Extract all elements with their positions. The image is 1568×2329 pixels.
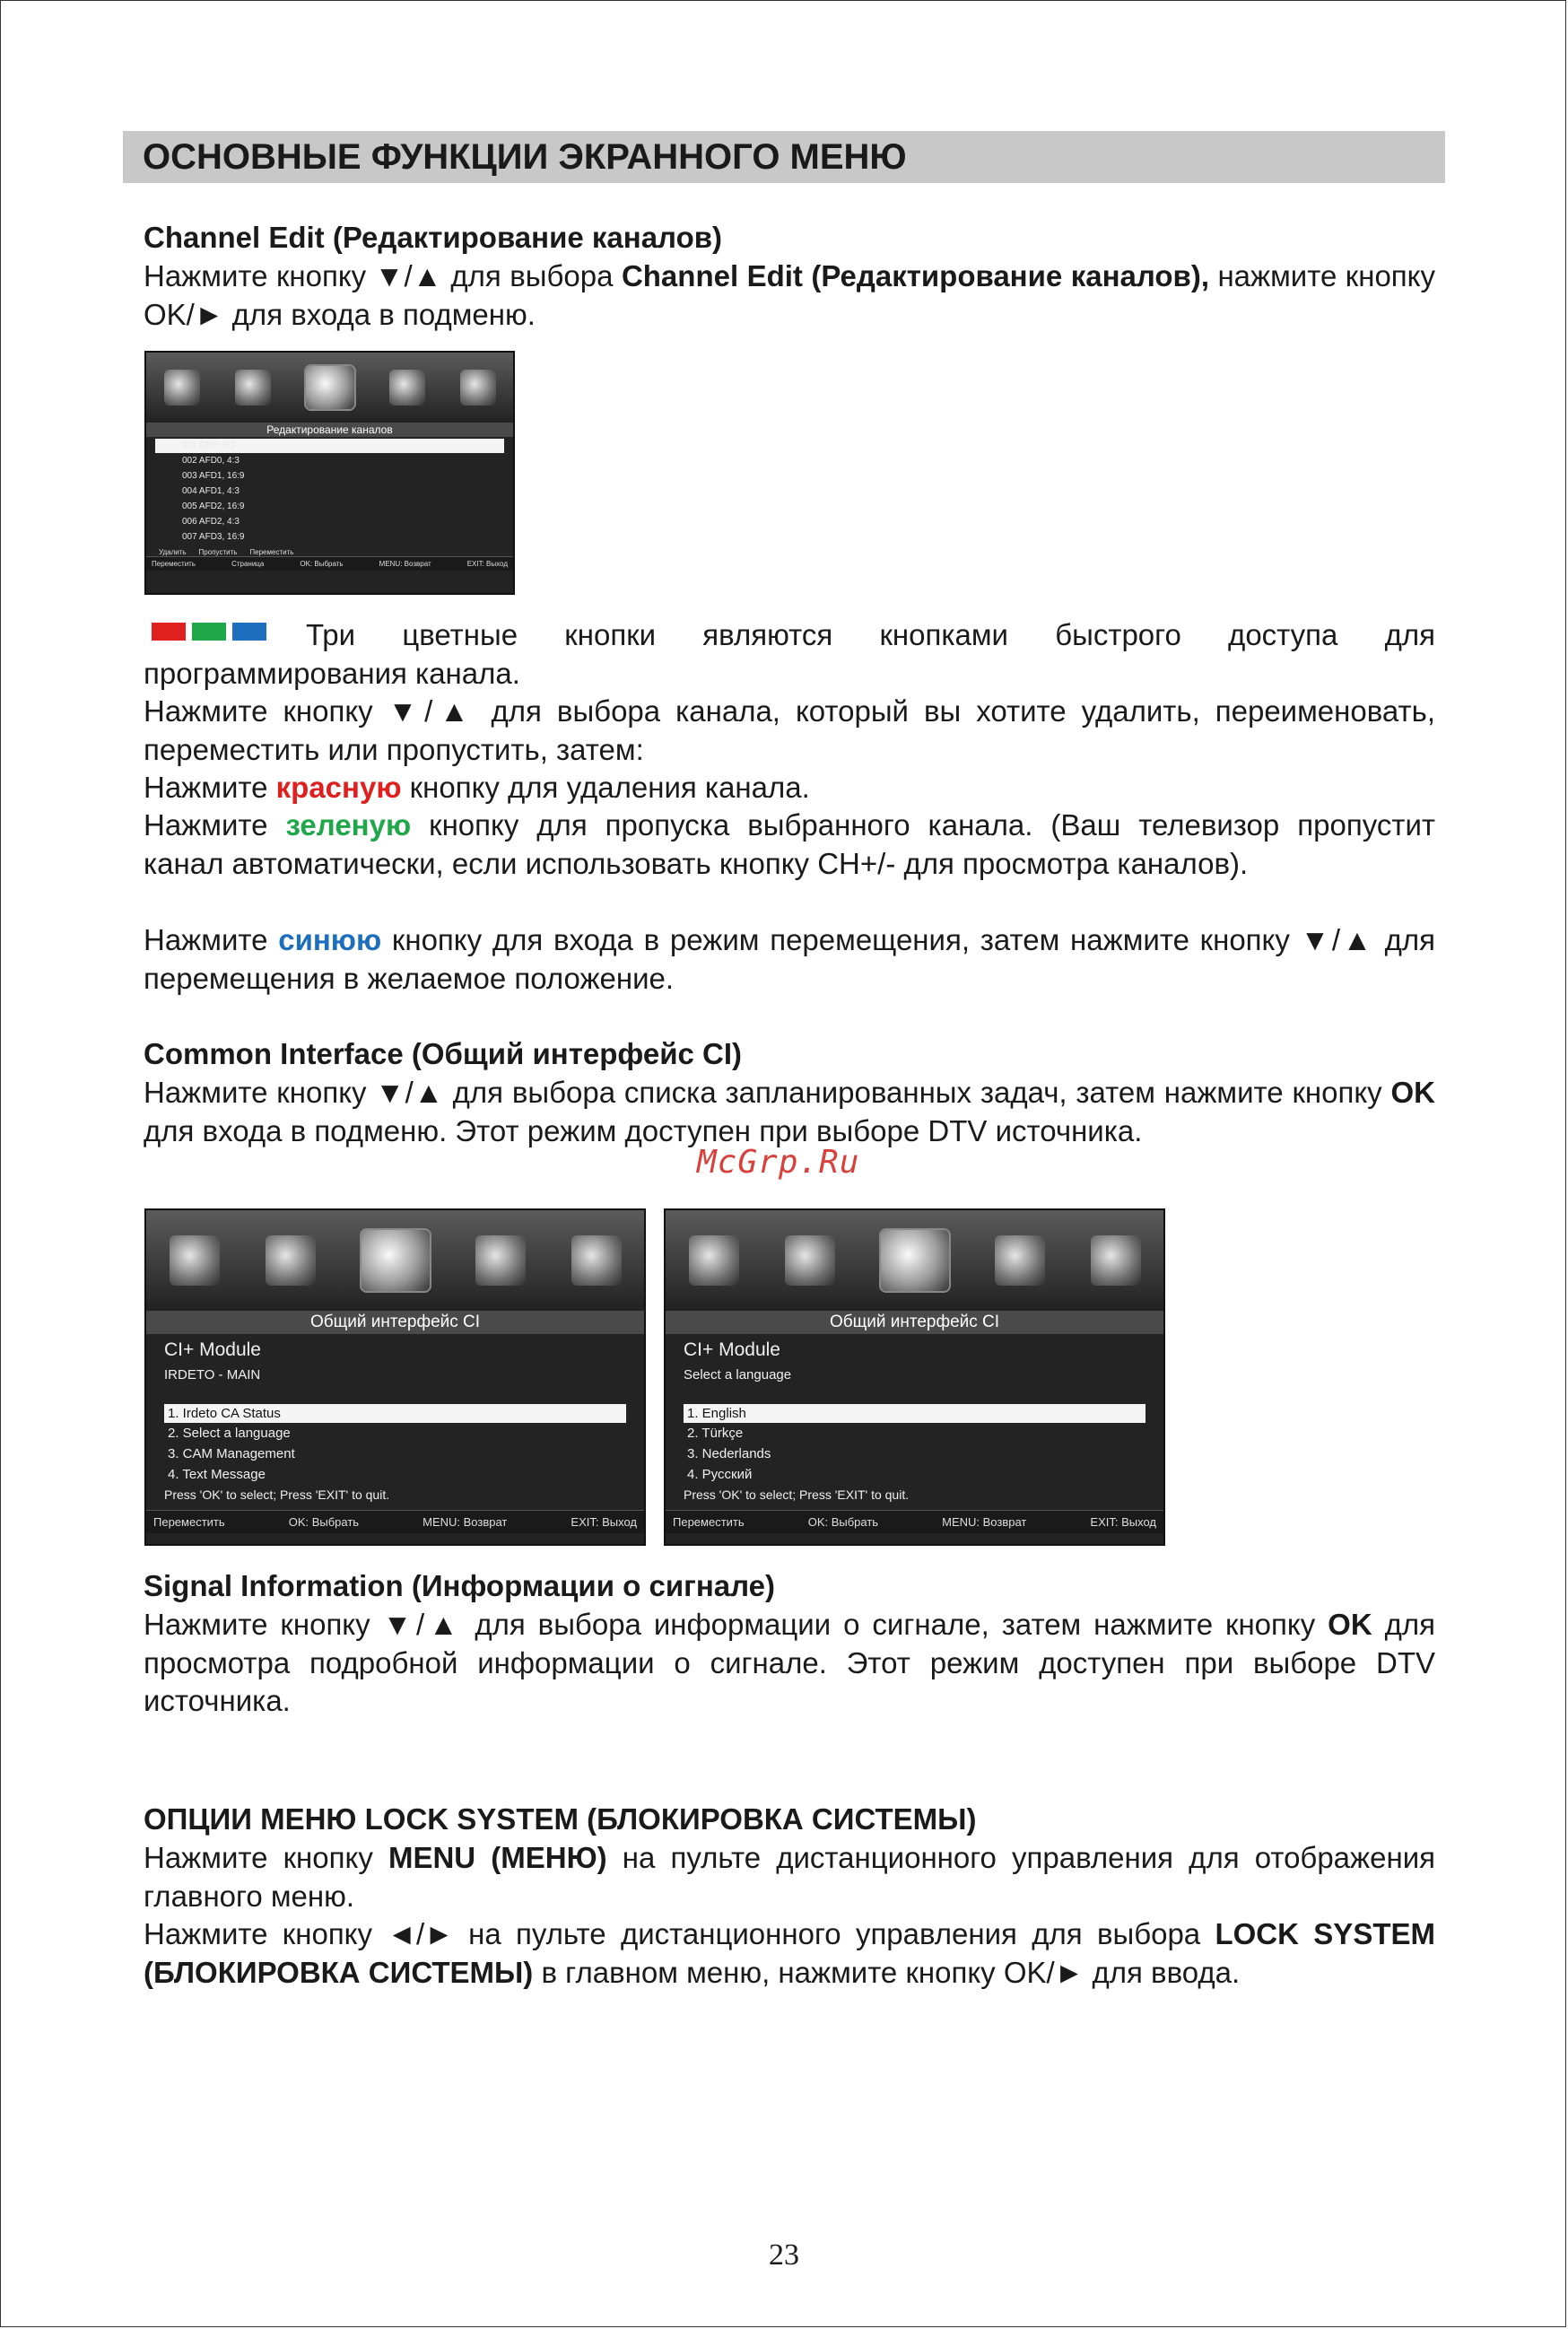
watermark: McGrp.Ru [697, 1144, 860, 1181]
channel-list [146, 437, 513, 545]
ci-subtitle: Select a language [684, 1367, 792, 1383]
language-option[interactable]: 3. Nederlands [687, 1446, 771, 1461]
ci-content [146, 1334, 644, 1505]
channel-row[interactable]: 006 AFD2, 4:3 [182, 517, 240, 527]
menu-icon-bar [666, 1210, 1163, 1311]
channel-edit-heading: Channel Edit (Редактирование каналов) [144, 221, 723, 254]
ci-screenshot-language [664, 1208, 1165, 1546]
lock-system-heading: ОПЦИИ МЕНЮ LOCK SYSTEM (БЛОКИРОВКА СИСТЕМЫ) [144, 1802, 977, 1836]
ci-menu-item[interactable]: 2. Select a language [168, 1426, 291, 1441]
green-instruction: Нажмите зеленую кнопку для пропуска выбранного канала. (Ваш телевизор пропустит канал автоматически, если использовать кнопку CH+/- для просмотра каналов). [144, 808, 1435, 880]
legend-delete: Удалить [159, 548, 187, 556]
lock-icon [995, 1235, 1045, 1286]
picture-icon [164, 370, 200, 406]
channel-select-text: Нажмите кнопку ▼/▲ для выбора канала, который вы хотите удалить, переименовать, переместить или пропустить, затем: [144, 694, 1435, 766]
language-option[interactable]: 4. Русский [687, 1467, 753, 1482]
ci-screenshot-main [144, 1208, 646, 1546]
lock-icon [389, 370, 425, 406]
nav-footer: Переместить Страница OK: Выбрать MENU: Возврат EXIT: Выход [146, 556, 513, 571]
ci-hint: Press 'OK' to select; Press 'EXIT' to quit. [684, 1487, 910, 1502]
signal-info-heading: Signal Information (Информации о сигнале) [144, 1569, 776, 1602]
language-option[interactable]: 1. English [684, 1404, 1146, 1423]
picture-icon [170, 1235, 220, 1286]
lock-system-text-1: Нажмите кнопку MENU (МЕНЮ) на пульте дистанционного управления для отображения главного меню. [144, 1841, 1435, 1913]
gear-icon [460, 370, 496, 406]
nav-footer: Переместить OK: Выбрать MENU: Возврат EXIT: Выход [146, 1510, 644, 1533]
ci-content [666, 1334, 1163, 1505]
legend-move: Переместить [249, 548, 294, 556]
color-keys-text: Три цветные кнопки являются кнопками быстрого доступа для программирования канала. [144, 618, 1435, 690]
sound-icon [785, 1235, 835, 1286]
channel-row[interactable]: 001 ONE HD [155, 439, 504, 453]
common-interface-text: Нажмите кнопку ▼/▲ для выбора списка запланированных задач, затем нажмите кнопку OK для входа в подменю. Этот режим доступен при выборе DTV источника. [144, 1076, 1435, 1147]
ci-menu-item[interactable]: 3. CAM Management [168, 1446, 295, 1461]
sound-icon [235, 370, 271, 406]
common-interface-heading: Common Interface (Общий интерфейс CI) [144, 1037, 742, 1070]
menu-title: Общий интерфейс CI [666, 1311, 1163, 1334]
ci-module-label: CI+ Module [164, 1339, 261, 1360]
ci-menu-item[interactable]: 4. Text Message [168, 1467, 266, 1482]
ci-hint: Press 'OK' to select; Press 'EXIT' to quit. [164, 1487, 390, 1502]
blue-instruction: Нажмите синюю кнопку для входа в режим перемещения, затем нажмите кнопку ▼/▲ для перемещения в желаемое положение. [144, 923, 1435, 995]
channel-edit-intro: Нажмите кнопку ▼/▲ для выбора Channel Edit (Редактирование каналов), нажмите кнопку OK/► для входа в подменю. [144, 259, 1435, 331]
channel-row[interactable]: 004 AFD1, 4:3 [182, 486, 240, 496]
channel-row[interactable]: 002 AFD0, 4:3 [182, 456, 240, 466]
section-banner: ОСНОВНЫЕ ФУНКЦИИ ЭКРАННОГО МЕНЮ [123, 131, 1445, 183]
ci-menu-item[interactable]: 1. Irdeto CA Status [164, 1404, 626, 1423]
legend-skip: Пропустить [198, 548, 238, 556]
channel-row[interactable]: 005 AFD2, 16:9 [182, 502, 245, 511]
lock-icon [475, 1235, 526, 1286]
picture-icon [689, 1235, 739, 1286]
sound-icon [266, 1235, 316, 1286]
menu-title: Редактирование каналов [146, 423, 513, 437]
channel-row[interactable]: 003 AFD1, 16:9 [182, 471, 245, 481]
lock-system-text-2: Нажмите кнопку ◄/► на пульте дистанционного управления для выбора LOCK SYSTEM (БЛОКИРОВКА СИСТЕМЫ) в главном меню, нажмите кнопку OK/► для ввода. [144, 1917, 1435, 1989]
menu-icon-bar [146, 1210, 644, 1311]
channel-row[interactable]: 007 AFD3, 16:9 [182, 532, 245, 542]
page-number: 23 [769, 2238, 799, 2272]
gear-icon [571, 1235, 622, 1286]
color-legend [146, 545, 513, 556]
nav-footer: Переместить OK: Выбрать MENU: Возврат EXIT: Выход [666, 1510, 1163, 1533]
gear-icon [1091, 1235, 1141, 1286]
channel-edit-screenshot [144, 351, 515, 595]
ci-subtitle: IRDETO - MAIN [164, 1367, 261, 1383]
channel-satellite-icon [881, 1230, 949, 1291]
channel-satellite-icon [306, 366, 354, 409]
menu-icon-bar [146, 353, 513, 423]
menu-title: Общий интерфейс CI [146, 1311, 644, 1334]
channel-satellite-icon [362, 1230, 430, 1291]
ci-module-label: CI+ Module [684, 1339, 780, 1360]
language-option[interactable]: 2. Türkçe [687, 1426, 744, 1441]
signal-info-text: Нажмите кнопку ▼/▲ для выбора информации о сигнале, затем нажмите кнопку OK для просмотра подробной информации о сигнале. Этот режим доступен при выборе DTV источника. [144, 1608, 1435, 1717]
red-instruction: Нажмите красную кнопку для удаления канала. [144, 771, 810, 804]
